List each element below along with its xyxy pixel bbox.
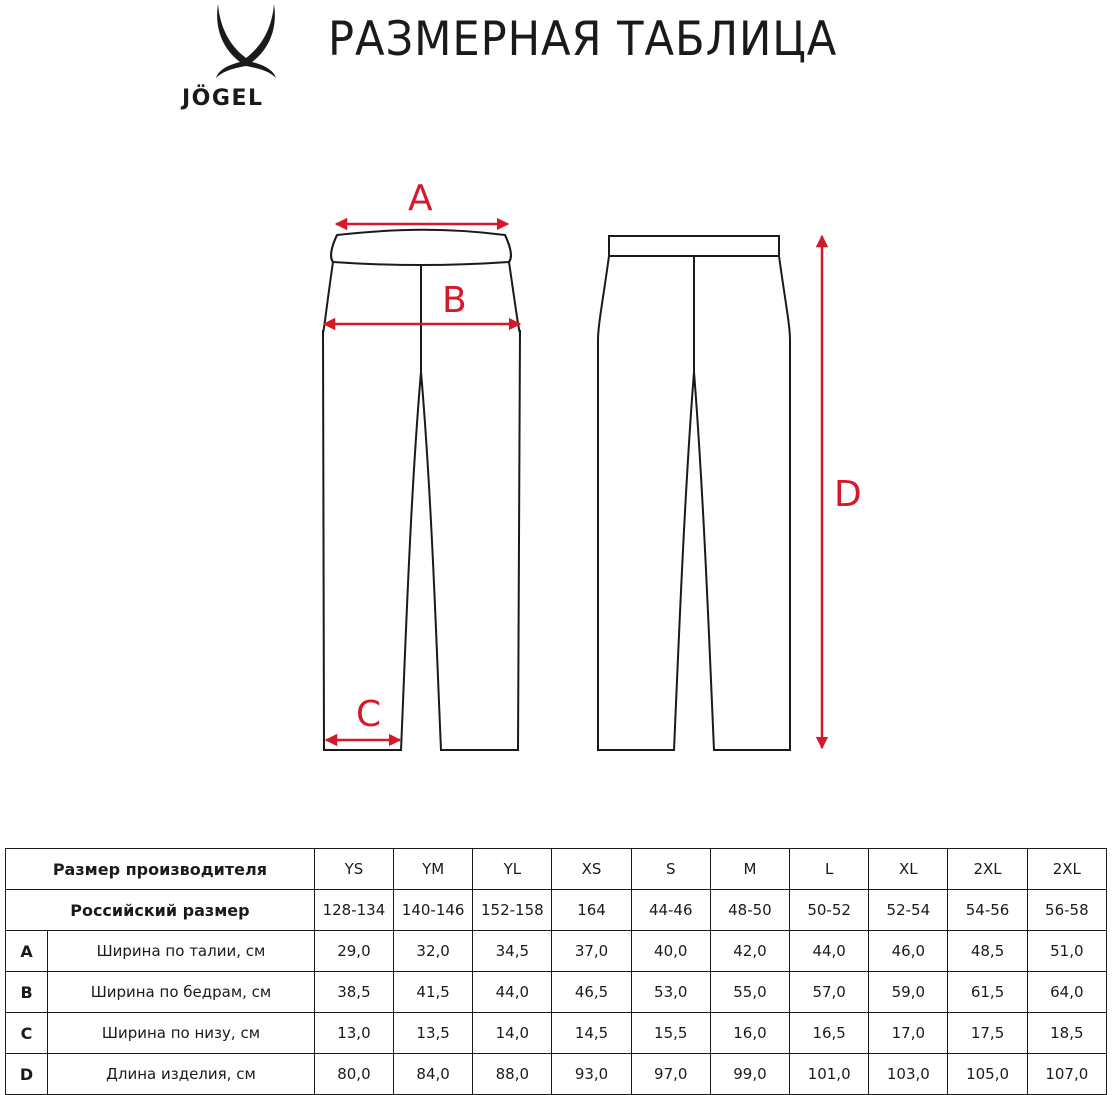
- measurement-cell: 61,5: [948, 972, 1027, 1013]
- measurement-cell: 46,0: [869, 931, 948, 972]
- russian-size-cell: 44-46: [631, 890, 710, 931]
- measurement-cell: 55,0: [710, 972, 789, 1013]
- manufacturer-size-row: [6, 849, 1107, 890]
- russian-size-cell: 152-158: [473, 890, 552, 931]
- row-letter: B: [6, 972, 48, 1013]
- page-title: РАЗМЕРНАЯ ТАБЛИЦА: [328, 12, 838, 67]
- measurement-cell: 99,0: [710, 1054, 789, 1095]
- russian-size-cell: 54-56: [948, 890, 1027, 931]
- measurement-cell: 97,0: [631, 1054, 710, 1095]
- row-parameter: Ширина по талии, см: [48, 931, 315, 972]
- row-letter: D: [6, 1054, 48, 1095]
- measurement-cell: 44,0: [473, 972, 552, 1013]
- measurement-cell: 84,0: [394, 1054, 473, 1095]
- russian-size-cell: 52-54: [869, 890, 948, 931]
- row-letter: C: [6, 1013, 48, 1054]
- measurement-cell: 16,5: [790, 1013, 869, 1054]
- measurement-cell: 37,0: [552, 931, 631, 972]
- row-parameter: Ширина по бедрам, см: [48, 972, 315, 1013]
- measurement-arrows: [324, 224, 822, 748]
- manufacturer-size-cell: YM: [394, 849, 473, 890]
- trousers-front-view: [323, 230, 520, 750]
- row-parameter: Длина изделия, см: [48, 1054, 315, 1095]
- russian-size-label: Российский размер: [6, 890, 315, 931]
- row-letter: A: [6, 931, 48, 972]
- table-row-a: [6, 931, 1107, 972]
- measurement-cell: 48,5: [948, 931, 1027, 972]
- label-c: C: [356, 694, 382, 735]
- manufacturer-size-cell: YL: [473, 849, 552, 890]
- measurement-cell: 64,0: [1027, 972, 1106, 1013]
- measurement-cell: 13,0: [314, 1013, 393, 1054]
- measurement-cell: 14,5: [552, 1013, 631, 1054]
- measurement-cell: 51,0: [1027, 931, 1106, 972]
- measurement-cell: 13,5: [394, 1013, 473, 1054]
- measurement-cell: 32,0: [394, 931, 473, 972]
- trousers-back-view: [598, 236, 790, 750]
- size-table: [5, 848, 1107, 1095]
- row-parameter: Ширина по низу, см: [48, 1013, 315, 1054]
- manufacturer-size-cell: YS: [314, 849, 393, 890]
- measurement-cell: 14,0: [473, 1013, 552, 1054]
- brand-name: JÖGEL: [182, 86, 264, 111]
- russian-size-cell: 164: [552, 890, 631, 931]
- russian-size-cell: 50-52: [790, 890, 869, 931]
- measurement-cell: 53,0: [631, 972, 710, 1013]
- label-a: A: [408, 178, 433, 219]
- measurement-cell: 42,0: [710, 931, 789, 972]
- measurement-cell: 17,0: [869, 1013, 948, 1054]
- measurement-cell: 38,5: [314, 972, 393, 1013]
- manufacturer-size-cell: 2XL: [948, 849, 1027, 890]
- measurement-cell: 17,5: [948, 1013, 1027, 1054]
- measurement-cell: 29,0: [314, 931, 393, 972]
- measurement-cell: 88,0: [473, 1054, 552, 1095]
- measurement-cell: 46,5: [552, 972, 631, 1013]
- manufacturer-size-cell: 2XL: [1027, 849, 1106, 890]
- measurement-cell: 40,0: [631, 931, 710, 972]
- label-d: D: [834, 474, 862, 515]
- measurement-cell: 59,0: [869, 972, 948, 1013]
- manufacturer-size-cell: XS: [552, 849, 631, 890]
- russian-size-cell: 48-50: [710, 890, 789, 931]
- manufacturer-size-cell: L: [790, 849, 869, 890]
- measurement-cell: 57,0: [790, 972, 869, 1013]
- russian-size-cell: 140-146: [394, 890, 473, 931]
- table-row-d: [6, 1054, 1107, 1095]
- measurement-cell: 16,0: [710, 1013, 789, 1054]
- measurement-cell: 80,0: [314, 1054, 393, 1095]
- measurement-cell: 107,0: [1027, 1054, 1106, 1095]
- measurement-cell: 18,5: [1027, 1013, 1106, 1054]
- manufacturer-size-cell: XL: [869, 849, 948, 890]
- measurement-cell: 105,0: [948, 1054, 1027, 1095]
- manufacturer-size-cell: S: [631, 849, 710, 890]
- measurement-cell: 34,5: [473, 931, 552, 972]
- label-b: B: [442, 280, 467, 321]
- measurement-cell: 44,0: [790, 931, 869, 972]
- measurement-cell: 101,0: [790, 1054, 869, 1095]
- manufacturer-size-cell: M: [710, 849, 789, 890]
- measurement-cell: 15,5: [631, 1013, 710, 1054]
- manufacturer-size-label: Размер производителя: [6, 849, 315, 890]
- russian-size-cell: 56-58: [1027, 890, 1106, 931]
- measurement-cell: 93,0: [552, 1054, 631, 1095]
- measurement-cell: 41,5: [394, 972, 473, 1013]
- table-row-c: [6, 1013, 1107, 1054]
- russian-size-row: [6, 890, 1107, 931]
- measurement-cell: 103,0: [869, 1054, 948, 1095]
- russian-size-cell: 128-134: [314, 890, 393, 931]
- table-row-b: [6, 972, 1107, 1013]
- trousers-diagram: [0, 140, 1112, 780]
